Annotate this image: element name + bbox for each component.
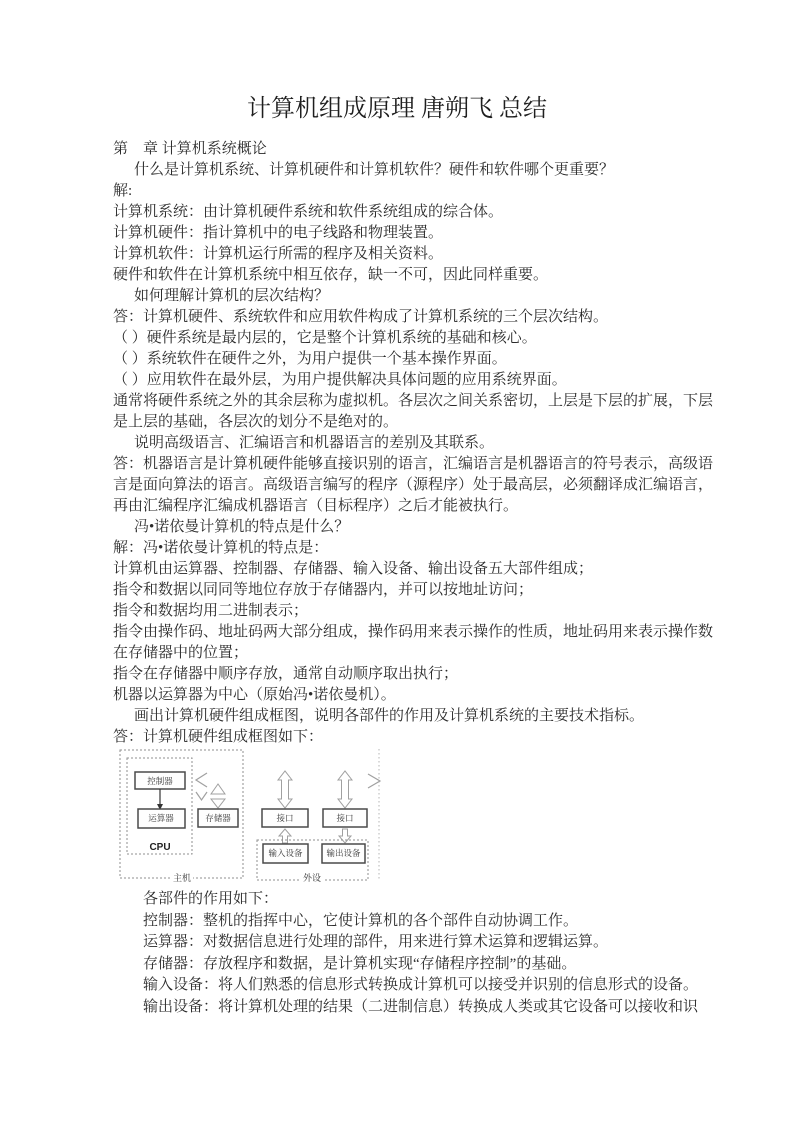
- interface1-bus-arrow-icon: [278, 771, 292, 808]
- component-notes: [143, 889, 713, 1018]
- text-line: 控制器：整机的指挥中心，它使计算机的各个部件自动协调工作。: [143, 912, 579, 929]
- text-line: 指令由操作码、地址码两大部分组成，操作码用来表示操作的性质，地址码用来表示操作数: [113, 624, 714, 640]
- text-line: 言是面向算法的语言。高级语言编写的程序（源程序）处于最高层，必须翻译成汇编语言，: [113, 477, 714, 493]
- interface2-label: 接口: [336, 813, 354, 823]
- text-line: 如何理解计算机的层次结构？: [134, 288, 330, 304]
- output-down-arrow-icon: [339, 829, 351, 843]
- controller-label: 控制器: [147, 776, 173, 786]
- page-title: 计算机组成原理 唐朔飞 总结: [247, 96, 547, 122]
- bus-left-arrow-icon: [196, 773, 207, 787]
- alu-label: 运算器: [148, 813, 174, 823]
- text-line: 输入设备：将人们熟悉的信息形式转换成计算机可以接受并识别的信息形式的设备。: [143, 977, 699, 993]
- text-line: （ ）系统软件在硬件之外，为用户提供一个基本操作界面。: [113, 351, 507, 367]
- text-line: 各部件的作用如下：: [143, 891, 279, 907]
- text-line: 运算器：对数据信息进行处理的部件，用来进行算术运算和逻辑运算。: [143, 934, 609, 950]
- memory-label: 存储器: [205, 813, 231, 823]
- bus-right-arrow-icon: [368, 774, 380, 788]
- text-line: 什么是计算机系统、计算机硬件和计算机软件？硬件和软件哪个更重要？: [134, 162, 615, 178]
- cpu-label: CPU: [149, 842, 171, 853]
- text-line: （ ）硬件系统是最内层的，它是整个计算机系统的基础和核心。: [113, 330, 537, 346]
- bus-down-arrow-icon: [196, 792, 207, 800]
- text-line: 输出设备：将计算机处理的结果（二进制信息）转换成人类或其它设备可以接收和识: [143, 998, 699, 1015]
- text-line: 解：冯•诺依曼计算机的特点是：: [113, 540, 329, 556]
- memory-down-arrow-icon: [211, 799, 225, 808]
- host-label: 主机: [172, 873, 192, 883]
- input-up-arrow-icon: [279, 829, 291, 843]
- text-line: （ ）应用软件在最外层，为用户提供解决具体问题的应用系统界面。: [113, 372, 567, 388]
- text-line: 第 章 计算机系统概论: [113, 141, 267, 157]
- body-lines: [113, 139, 714, 748]
- text-line: 指令和数据均用二进制表示；: [113, 603, 309, 619]
- text-line: 存储器：存放程序和数据，是计算机实现“存储程序控制”的基础。: [143, 955, 577, 972]
- text-line: 答：机器语言是计算机硬件能够直接识别的语言，汇编语言是机器语言的符号表示，高级语: [113, 456, 714, 472]
- text-line: 答：计算机硬件组成框图如下：: [113, 729, 324, 745]
- text-line: 再由汇编程序汇编成机器语言（目标程序）之后才能被执行。: [113, 498, 519, 514]
- memory-up-arrow-icon: [211, 784, 225, 794]
- input-device-label: 输入设备: [268, 848, 303, 858]
- interface2-bus-arrow-icon: [338, 771, 352, 808]
- text-line: 是上层的基础，各层次的划分不是绝对的。: [113, 414, 399, 430]
- text-line: 答：计算机硬件、系统软件和应用软件构成了计算机系统的三个层次结构。: [113, 309, 609, 325]
- text-line: 冯•诺依曼计算机的特点是什么？: [134, 519, 350, 535]
- text-line: 指令和数据以同同等地位存放于存储器内，并可以按地址访问；: [113, 582, 534, 598]
- text-line: 计算机由运算器、控制器、存储器、输入设备、输出设备五大部件组成；: [113, 561, 594, 577]
- text-line: 解:: [113, 183, 133, 199]
- output-device-label: 输出设备: [326, 848, 361, 858]
- text-line: 计算机软件：计算机运行所需的程序及相关资料。: [113, 246, 444, 262]
- text-line: 在存储器中的位置；: [113, 645, 249, 661]
- text-line: 指令在存储器中顺序存放，通常自动顺序取出执行；: [113, 666, 459, 682]
- peripheral-label: 外设: [302, 873, 322, 883]
- hardware-block-diagram: [95, 746, 395, 888]
- text-line: 说明高级语言、汇编语言和机器语言的差别及其联系。: [134, 435, 495, 451]
- text-line: 硬件和软件在计算机系统中相互依存，缺一不可，因此同样重要。: [113, 267, 549, 283]
- text-line: 机器以运算器为中心（原始冯•诺依曼机）。: [113, 687, 396, 703]
- text-line: 通常将硬件系统之外的其余层称为虚拟机。各层次之间关系密切，上层是下层的扩展，下层: [113, 393, 714, 409]
- text-line: 计算机系统：由计算机硬件系统和软件系统组成的综合体。: [113, 204, 504, 220]
- interface1-label: 接口: [276, 813, 294, 823]
- text-line: 画出计算机硬件组成框图，说明各部件的作用及计算机系统的主要技术指标。: [134, 708, 645, 724]
- text-line: 计算机硬件：指计算机中的电子线路和物理装置。: [113, 225, 444, 241]
